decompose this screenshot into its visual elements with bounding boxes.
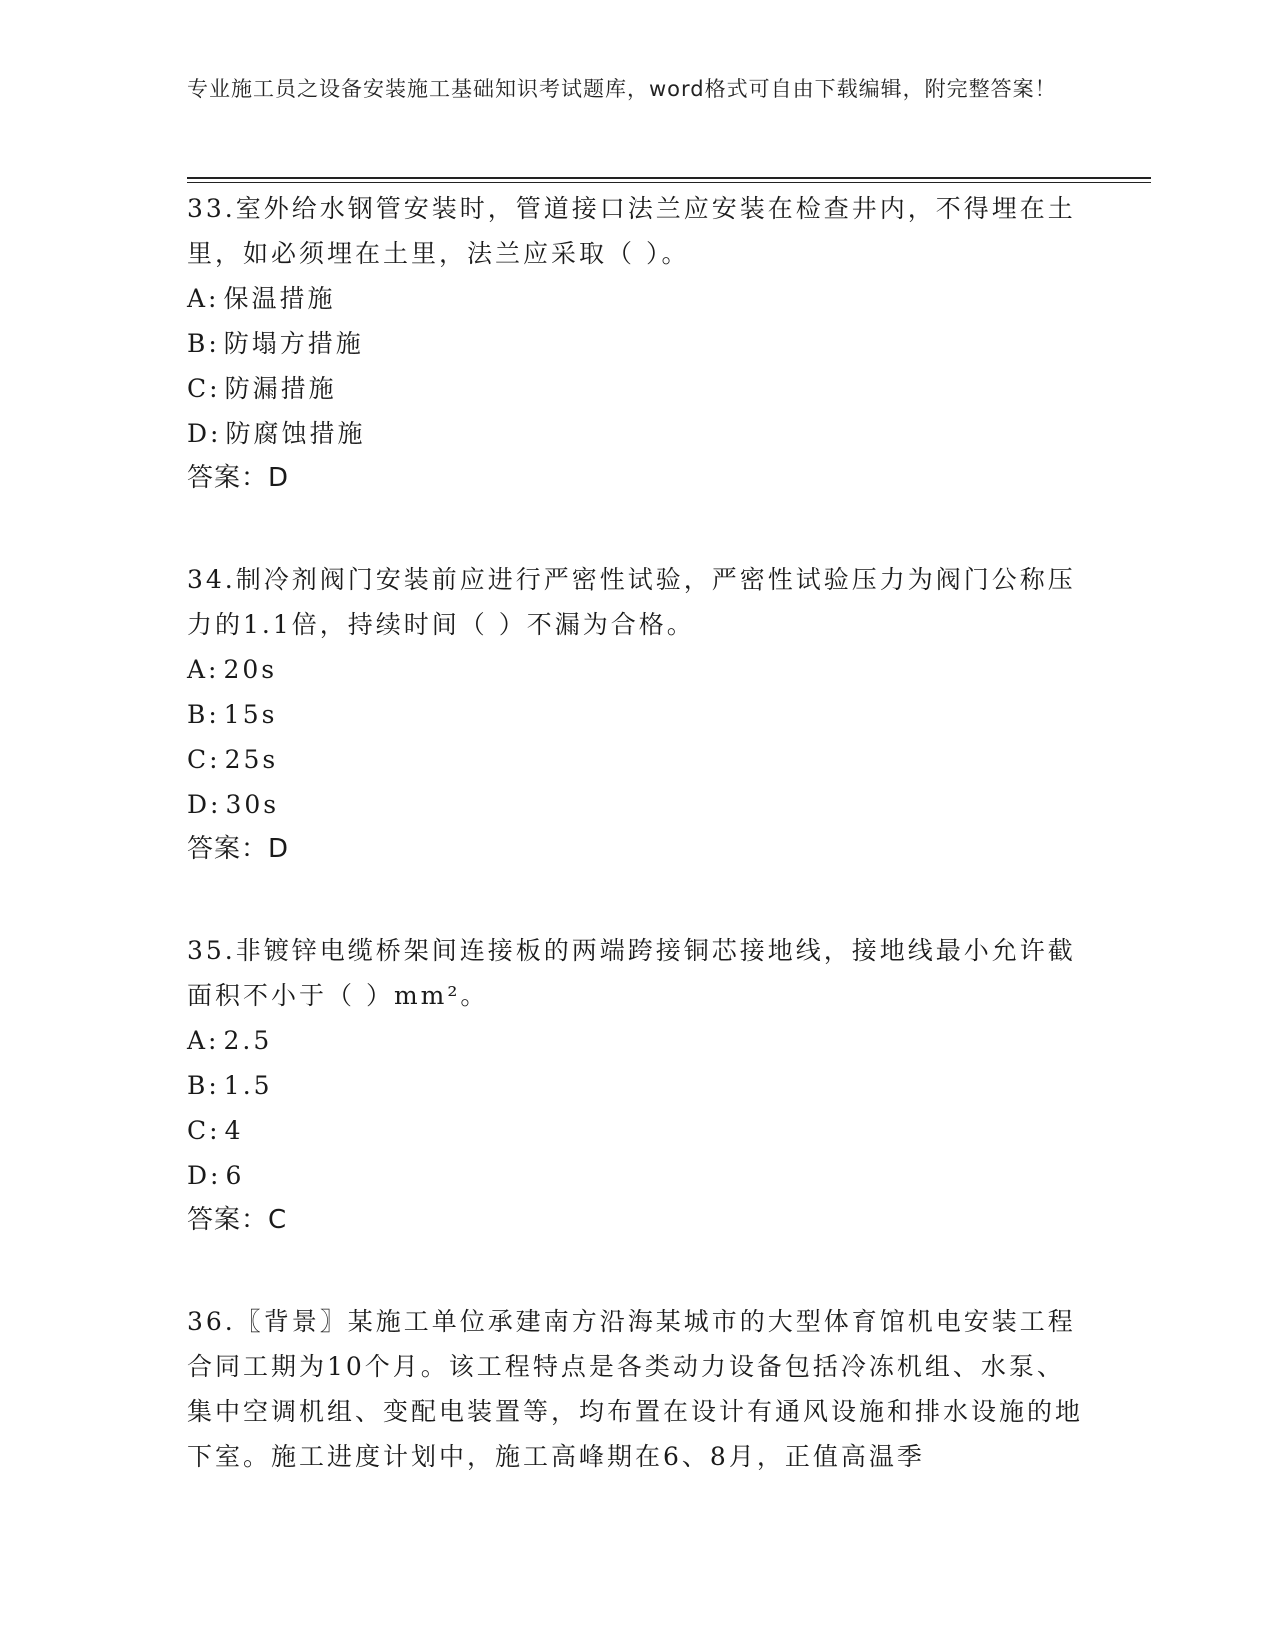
question-35 — [187, 928, 1087, 1243]
option-text: 防腐蚀措施 — [225, 419, 366, 448]
option-d — [187, 1153, 1087, 1198]
option-label: D: — [187, 1161, 222, 1190]
answer-line: 答案：D — [187, 463, 290, 493]
option-c — [187, 737, 1087, 782]
option-text: 30s — [225, 790, 280, 819]
header-divider-thin — [187, 182, 1151, 183]
question-34 — [187, 557, 1087, 872]
option-c — [187, 1108, 1087, 1153]
option-label: C: — [187, 745, 221, 774]
option-label: C: — [187, 374, 221, 403]
option-a — [187, 276, 1087, 321]
document-header: 专业施工员之设备安装施工基础知识考试题库，word格式可自由下载编辑，附完整答案！ — [187, 77, 1057, 101]
question-33 — [187, 186, 1087, 501]
option-d — [187, 411, 1087, 456]
question-stem: 33.室外给水钢管安装时，管道接口法兰应安装在检查井内，不得埋在土里，如必须埋在土里，法兰应采取（ ）。 — [187, 194, 1076, 268]
option-label: D: — [187, 790, 222, 819]
option-label: D: — [187, 419, 222, 448]
answer-line: 答案：C — [187, 1205, 288, 1235]
option-label: A: — [187, 284, 220, 313]
question-list — [187, 186, 1087, 1535]
option-text: 防塌方措施 — [223, 329, 364, 358]
option-b — [187, 321, 1087, 366]
option-label: A: — [187, 1026, 220, 1055]
answer-line: 答案：D — [187, 834, 290, 864]
option-d — [187, 782, 1087, 827]
option-b — [187, 1063, 1087, 1108]
question-stem: 35.非镀锌电缆桥架间连接板的两端跨接铜芯接地线，接地线最小允许截面积不小于（ ）mm²。 — [187, 936, 1076, 1010]
option-text: 保温措施 — [223, 284, 336, 313]
question-36 — [187, 1299, 1087, 1479]
option-label: B: — [187, 329, 220, 358]
option-text: 6 — [225, 1161, 245, 1190]
option-a — [187, 647, 1087, 692]
option-text: 防漏措施 — [224, 374, 337, 403]
option-c — [187, 366, 1087, 411]
option-text: 25s — [224, 745, 279, 774]
option-label: B: — [187, 1071, 220, 1100]
option-b — [187, 692, 1087, 737]
option-text: 20s — [223, 655, 278, 684]
option-text: 4 — [224, 1116, 244, 1145]
question-stem: 34.制冷剂阀门安装前应进行严密性试验，严密性试验压力为阀门公称压力的1.1倍，持续时间（ ）不漏为合格。 — [187, 565, 1076, 639]
option-a — [187, 1018, 1087, 1063]
question-stem: 36.〖背景〗某施工单位承建南方沿海某城市的大型体育馆机电安装工程合同工期为10个月。该工程特点是各类动力设备包括冷冻机组、水泵、集中空调机组、变配电装置等，均布置在设计有通风设施和排水设施的地下室。施工进度计划中，施工高峰期在6、8月，正值高温季 — [187, 1307, 1084, 1471]
option-label: C: — [187, 1116, 221, 1145]
option-text: 2.5 — [223, 1026, 273, 1055]
option-text: 15s — [223, 700, 278, 729]
option-label: B: — [187, 700, 220, 729]
option-text: 1.5 — [223, 1071, 273, 1100]
option-label: A: — [187, 655, 220, 684]
header-divider-thick — [187, 177, 1151, 179]
